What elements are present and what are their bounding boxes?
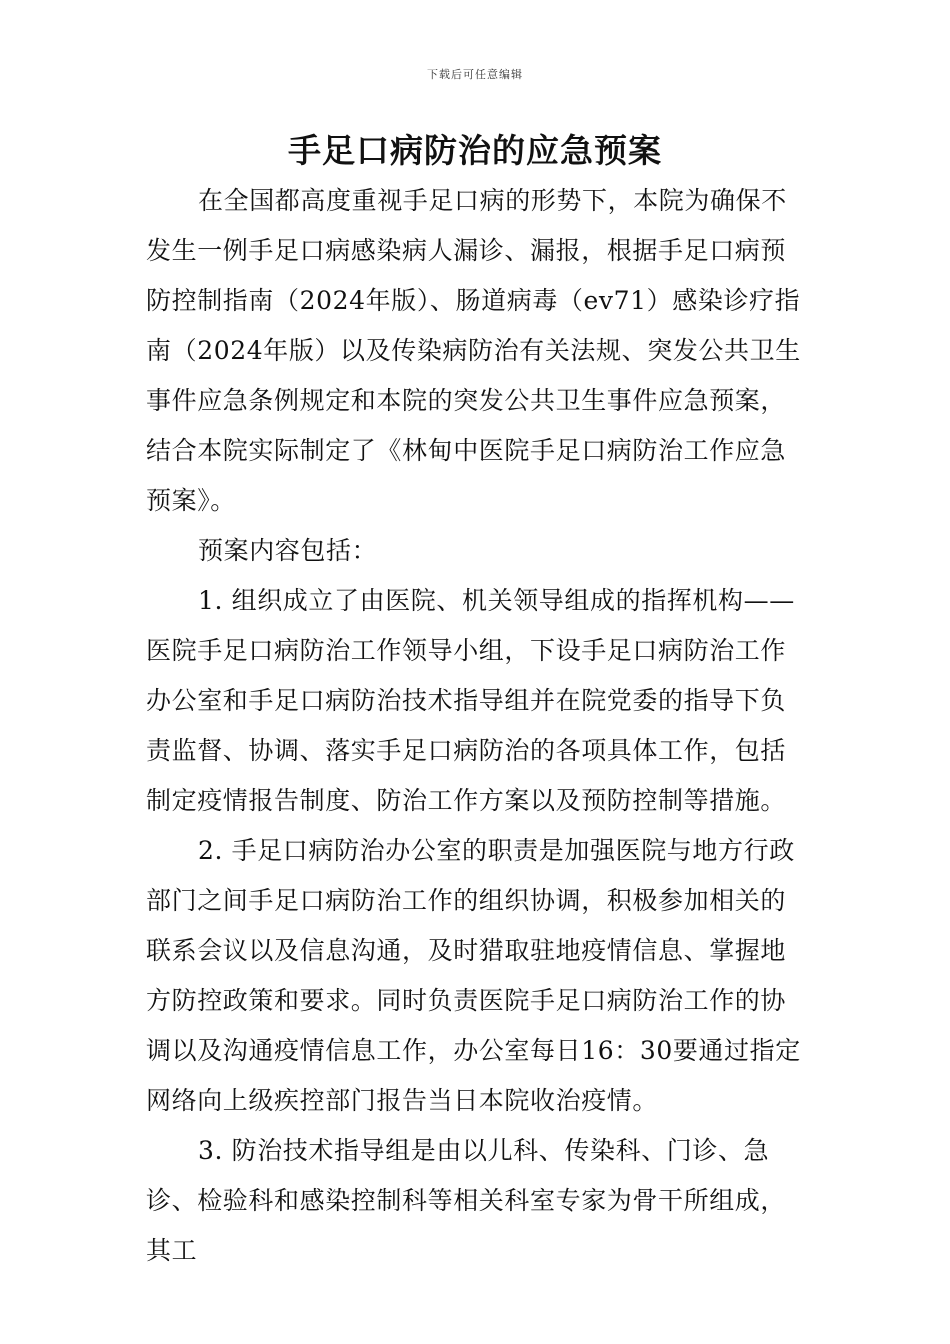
item-1-paragraph: 1. 组织成立了由医院、机关领导组成的指挥机构——医院手足口病防治工作领导小组，下设手足口病防治工作办公室和手足口病防治技术指导组并在院党委的指导下负责监督、协调、落实手足口病防治的各项具体工作，包括制定疫情报告制度、防治工作方案以及预防控制等措施。 (146, 586, 795, 815)
contents-intro-paragraph: 预案内容包括： (198, 536, 378, 565)
document-body (146, 176, 810, 1276)
document-title: 手足口病防治的应急预案 (288, 131, 662, 170)
item-3-paragraph: 3. 防治技术指导组是由以儿科、传染科、门诊、急诊、检验科和感染控制科等相关科室专家为骨干所组成，其工 (146, 1136, 787, 1265)
item-2-paragraph: 2. 手足口病防治办公室的职责是加强医院与地方行政部门之间手足口病防治工作的组织协调，积极参加相关的联系会议以及信息沟通，及时猎取驻地疫情信息、掌握地方防控政策和要求。同时负责医院手足口病防治工作的协调以及沟通疫情信息工作，办公室每日16：30要通过指定网络向上级疾控部门报告当日本院收治疫情。 (146, 836, 801, 1115)
intro-paragraph: 在全国都高度重视手足口病的形势下，本院为确保不发生一例手足口病感染病人漏诊、漏报，根据手足口病预防控制指南（2024年版）、肠道病毒（ev71）感染诊疗指南（2024年版）以及传染病防治有关法规、突发公共卫生事件应急条例规定和本院的突发公共卫生事件应急预案，结合本院实际制定了《林甸中医院手足口病防治工作应急预案》。 (146, 186, 801, 515)
page-header-note: 下载后可任意编辑 (427, 68, 523, 81)
